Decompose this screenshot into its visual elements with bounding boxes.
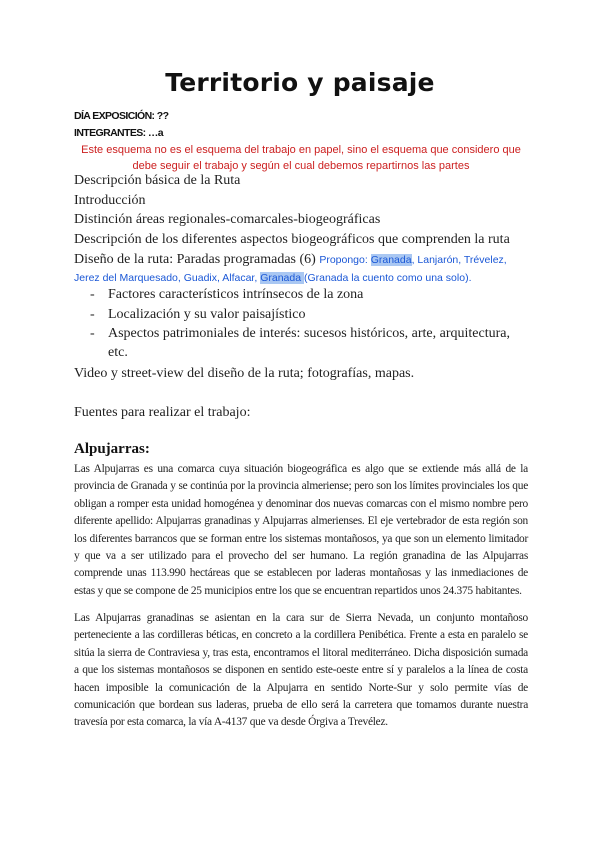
exposition-date: DÍA EXPOSICIÓN: ?? [74, 110, 169, 122]
outline-item-introduccion: Introducción [74, 193, 146, 208]
outline-item-distincion: Distinción áreas regionales-comarcales-biogeográficas [74, 212, 381, 227]
highlight-granada: Granada [370, 254, 412, 266]
bullet-dash: - [90, 287, 95, 302]
subitem-factores: Factores característicos intrínsecos de la zona [108, 287, 364, 302]
fuentes-heading: Fuentes para realizar el trabajo: [74, 405, 251, 420]
outline-item-video: Video y street-view del diseño de la ruta; fotografías, mapas. [74, 366, 415, 381]
propongo-stops-2: Jerez del Marquesado, Guadix, Alfacar, [74, 272, 261, 284]
outline-item-diseno-cont [74, 270, 471, 286]
section-title-alpujarras: Alpujarras: [74, 441, 150, 457]
subitem-patrimonio: Aspectos patrimoniales de interés: sucesos históricos, arte, arquitectura, [108, 326, 510, 341]
outline-item-aspectos: Descripción de los diferentes aspectos biogeográficos que comprenden la ruta [74, 232, 510, 247]
highlight-granada-2: Granada [260, 272, 304, 284]
paragraph-alpujarras-1: Las Alpujarras es una comarca cuya situación biogeográfica es algo que se extiende más allá de la provincia de Granada y se continúa por la provincia almeriense; pero son los límites provinciales los que obligan a romper esta unidad homogénea y denominar dos nuevas comarcas con el mismo nombre pero diferente apellido: Alpujarras granadinas y Alpujarras almerienses. El eje vertebrador de esta región son los diferentes barrancos que se forman entre los sistemas montañosos, ya que son un elemento limitador y que va a ser utilizado para el provecho del ser humano. La región granadina de las Alpujarras comprende unas 113.990 hectáreas que se establecen por laderas montañosas y las inmediaciones de estas y que se compone de 25 municipios entre los que se encuentran repartidos unos 24.375 habitantes. [74, 463, 528, 597]
team-members: INTEGRANTES: …a [74, 127, 164, 139]
propongo-prefix: Propongo: [319, 254, 371, 266]
bullet-dash: - [90, 326, 95, 341]
propongo-note: (Granada la cuento como una solo). [303, 272, 472, 284]
scheme-note: Este esquema no es el esquema del trabajo en papel, sino el esquema que considero que debe seguir el trabajo y según el cual debemos repartirnos las partes [81, 144, 521, 172]
subitem-patrimonio-cont: etc. [108, 345, 128, 360]
bullet-dash: - [90, 307, 95, 322]
outline-item-descripcion: Descripción básica de la Ruta [74, 173, 241, 188]
subitem-localizacion: Localización y su valor paisajístico [108, 307, 306, 322]
document-title: Territorio y paisaje [165, 68, 435, 97]
diseno-label: Diseño de la ruta: Paradas programadas (6) [74, 252, 320, 267]
paragraph-alpujarras-2: Las Alpujarras granadinas se asientan en la cara sur de Sierra Nevada, un conjunto montañoso perteneciente a las cordilleras béticas, en concreto a la cordillera Penibética. Frente a esta en paralelo se sitúa la sierra de Contraviesa y, tras esta, encontramos el litoral mediterráneo. Dicha disposición sumada a que los sistemas montañosos se disponen en sentido este-oeste entre sí y paralelos a la línea de costa hacen imposible la comunicación de la Alpujarra en sentido Norte-Sur y solo permite vías de comunicación que bordean sus laderas, prueba de ello será la carretera que tomamos durante nuestra travesía por esta comarca, la vía A-4137 que va desde Órgiva a Trevélez. [74, 612, 528, 729]
propongo-stops-1: , Lanjarón, Trévelez, [411, 254, 507, 266]
outline-item-diseno [74, 252, 507, 268]
